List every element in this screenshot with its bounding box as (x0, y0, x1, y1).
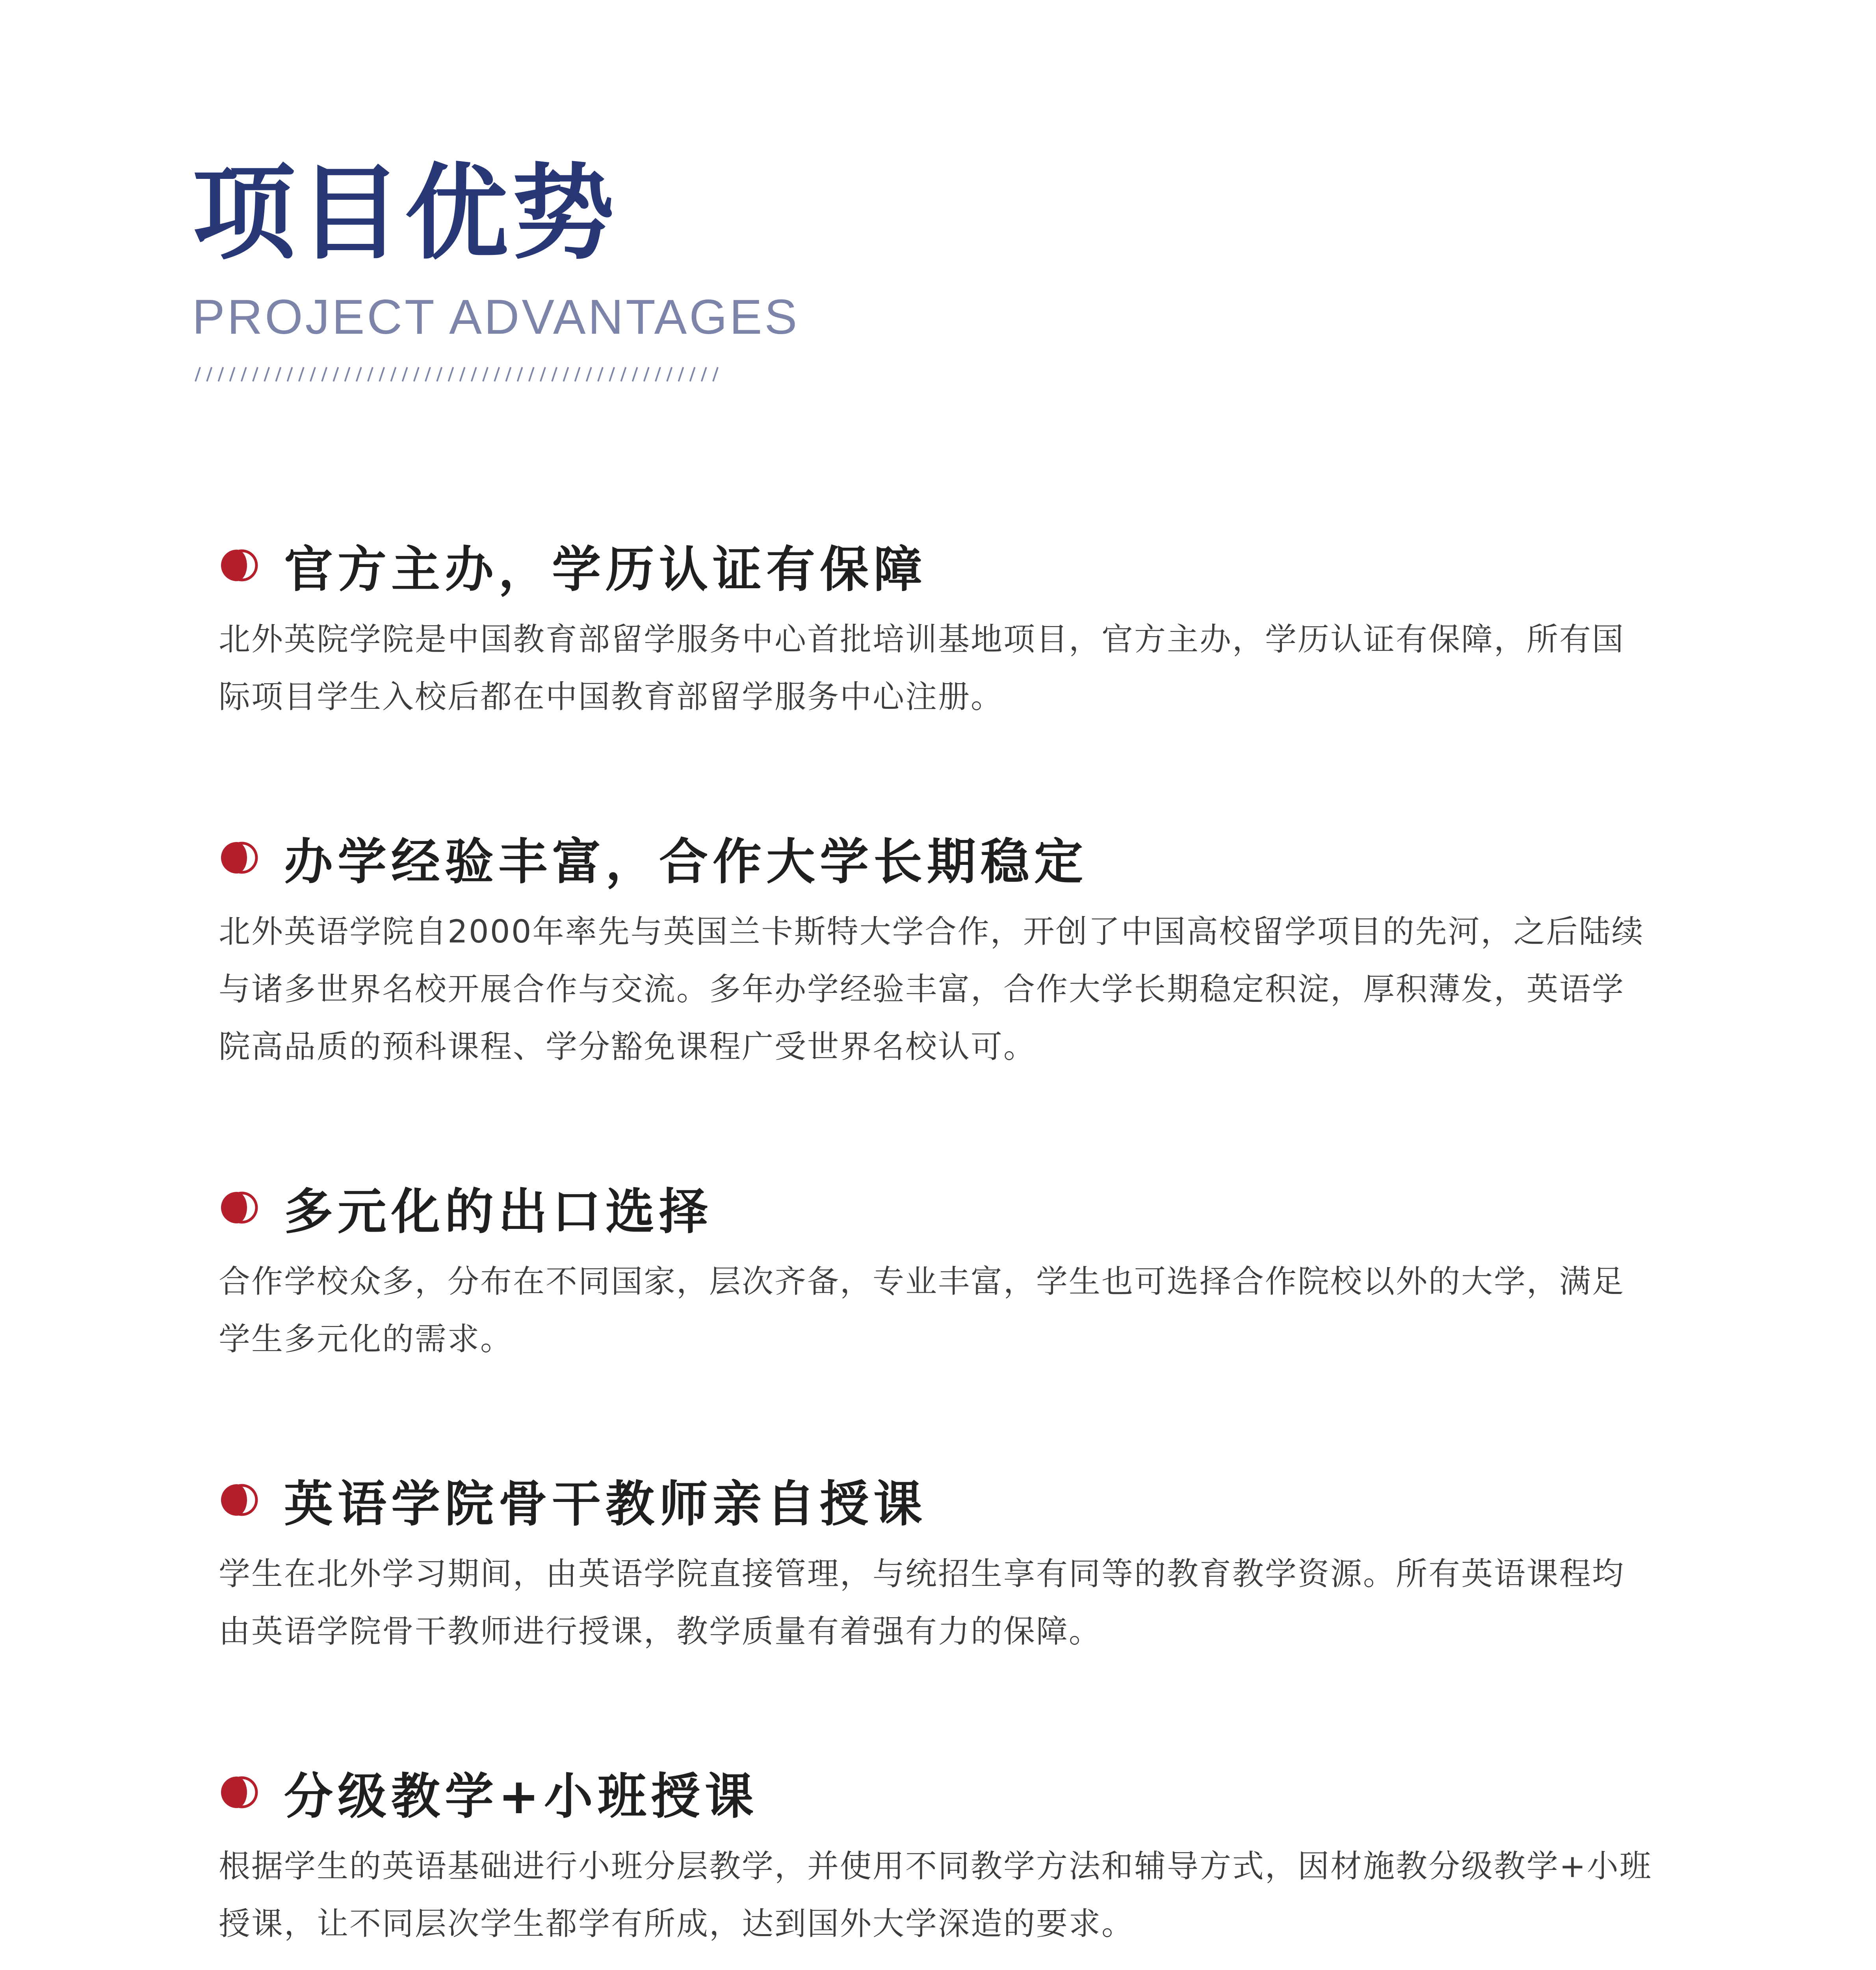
section-title: 英语学院骨干教师亲自授课 (284, 1476, 927, 1533)
divider-slash (391, 367, 396, 381)
section-heading (219, 528, 1657, 603)
page-subtitle: PROJECT ADVANTAGES (192, 290, 800, 344)
divider-slash (195, 367, 200, 381)
divider-slash (230, 367, 235, 381)
advantages-list (219, 528, 1657, 1970)
divider-slash (460, 367, 465, 381)
divider-slash (702, 367, 706, 381)
divider-slash (310, 367, 315, 381)
divider-slash (437, 367, 442, 381)
advantage-section (219, 820, 1657, 1076)
divider-slash (518, 367, 522, 381)
divider-slash (288, 367, 292, 381)
divider-slash (276, 367, 280, 381)
divider-slash (483, 367, 488, 381)
divider-slash (644, 367, 649, 381)
red-bullet-icon (219, 1483, 265, 1517)
divider-slash (357, 367, 361, 381)
divider-slash (299, 367, 304, 381)
divider-slash (207, 367, 212, 381)
divider-slash (678, 367, 683, 381)
section-heading (219, 1170, 1657, 1245)
divider-slash (345, 367, 350, 381)
divider-slash (552, 367, 557, 381)
divider-slash (403, 367, 407, 381)
divider-slash (690, 367, 695, 381)
section-title: 多元化的出口选择 (284, 1184, 713, 1240)
section-heading (219, 820, 1657, 895)
divider-slash (425, 367, 430, 381)
advantage-section (219, 1755, 1657, 1953)
divider-slash (322, 367, 327, 381)
divider-slash (333, 367, 338, 381)
red-bullet-icon (219, 1775, 265, 1809)
section-body: 学生在北外学习期间，由英语学院直接管理，与统招生享有同等的教育教学资源。所有英语课程均由英语学院骨干教师进行授课，教学质量有着强有力的保障。 (219, 1556, 1625, 1650)
divider-slash (414, 367, 419, 381)
divider-slash (264, 367, 269, 381)
divider-slash (529, 367, 534, 381)
divider-slash (609, 367, 614, 381)
divider-slash (541, 367, 545, 381)
divider-slash (633, 367, 637, 381)
divider-slash (656, 367, 660, 381)
slash-divider (192, 366, 728, 383)
section-heading (219, 1755, 1657, 1830)
divider-slash (587, 367, 591, 381)
divider-slash (563, 367, 568, 381)
divider-slash (621, 367, 626, 381)
section-title: 办学经验丰富，合作大学长期稳定 (284, 834, 1088, 890)
divider-slash (448, 367, 453, 381)
divider-slash (368, 367, 373, 381)
section-title: 分级教学+小班授课 (284, 1768, 758, 1825)
page-title: 项目优势 (192, 152, 618, 273)
divider-slash (494, 367, 499, 381)
page-header (192, 150, 799, 383)
divider-slash (241, 367, 246, 381)
section-body: 根据学生的英语基础进行小班分层教学，并使用不同教学方法和辅导方式，因材施教分级教学+小班授课，让不同层次学生都学有所成，达到国外大学深造的要求。 (219, 1848, 1653, 1942)
section-title: 官方主办，学历认证有保障 (284, 541, 927, 598)
divider-slash (575, 367, 580, 381)
divider-slash (667, 367, 672, 381)
divider-slash (713, 367, 718, 381)
divider-slash (472, 367, 476, 381)
divider-slash (218, 367, 223, 381)
divider-slash (598, 367, 603, 381)
divider-slash (253, 367, 258, 381)
section-heading (219, 1463, 1657, 1537)
section-body: 北外英院学院是中国教育部留学服务中心首批培训基地项目，官方主办，学历认证有保障，所有国际项目学生入校后都在中国教育部留学服务中心注册。 (219, 621, 1625, 715)
advantage-section (219, 1170, 1657, 1368)
divider-slash (379, 367, 384, 381)
red-bullet-icon (219, 1191, 265, 1225)
red-bullet-icon (219, 548, 265, 582)
advantage-section (219, 1463, 1657, 1660)
section-body: 北外英语学院自2000年率先与英国兰卡斯特大学合作，开创了中国高校留学项目的先河，之后陆续与诸多世界名校开展合作与交流。多年办学经验丰富，合作大学长期稳定积淀，厚积薄发，英语学院高品质的预科课程、学分豁免课程广受世界名校认可。 (219, 913, 1644, 1065)
advantage-section (219, 528, 1657, 726)
divider-slash (506, 367, 511, 381)
red-bullet-icon (219, 841, 265, 875)
section-body: 合作学校众多，分布在不同国家，层次齐备，专业丰富，学生也可选择合作院校以外的大学，满足学生多元化的需求。 (219, 1263, 1625, 1357)
